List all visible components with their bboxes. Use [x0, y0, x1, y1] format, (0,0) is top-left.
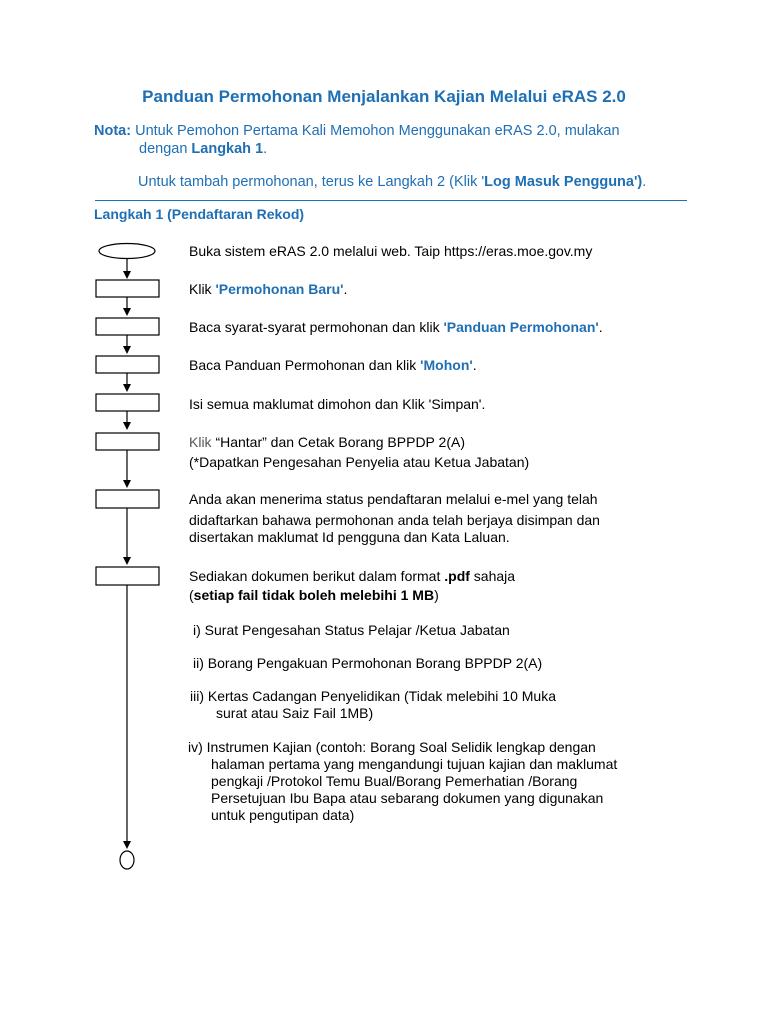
- step-box-7: [96, 567, 159, 585]
- step-5-text: Isi semua maklumat dimohon dan Klik 'Simpan'.: [189, 396, 486, 412]
- section-heading: Langkah 1 (Pendaftaran Rekod): [94, 206, 305, 222]
- step-3-suffix: .: [598, 319, 603, 335]
- step-8-line-2: [189, 586, 439, 604]
- nota-text-2: dengan: [139, 141, 192, 157]
- nota-period: .: [263, 141, 268, 157]
- step-4-text: [189, 356, 477, 374]
- nota-text-1: Untuk Pemohon Pertama Kali Memohon Menggunakan eRAS 2.0, mulakan: [135, 123, 620, 139]
- start-terminal: [99, 244, 155, 259]
- paren-close: ): [434, 587, 439, 603]
- step-8-line-1: [189, 567, 515, 585]
- doc-item-iv-line-5: untuk pengutipan data): [211, 807, 355, 823]
- step-8-suffix: sahaja: [469, 568, 516, 584]
- page-title: Panduan Permohonan Menjalankan Kajian Melalui eRAS 2.0: [142, 87, 626, 106]
- panduan-permohonan-label: 'Panduan Permohonan': [443, 319, 599, 335]
- step-2-text: [189, 280, 347, 298]
- nota-text-3: Untuk tambah permohonan, terus ke Langkah 2 (Klik ': [138, 174, 485, 190]
- step-8-prefix: Sediakan dokumen berikut dalam format: [189, 568, 445, 584]
- doc-item-i: i) Surat Pengesahan Status Pelajar /Ketua Jabatan: [193, 622, 510, 638]
- step-3-text: [189, 318, 603, 336]
- pdf-format-label: .pdf: [444, 568, 470, 584]
- doc-item-ii: ii) Borang Pengakuan Permohonan Borang BPPDP 2(A): [193, 655, 543, 671]
- step-6-rest: “Hantar” dan Cetak Borang BPPDP 2(A): [211, 434, 465, 450]
- doc-item-iii-line-1: iii) Kertas Cadangan Penyelidikan (Tidak melebihi 10 Muka: [190, 688, 557, 704]
- doc-item-iii-line-2: surat atau Saiz Fail 1MB): [216, 705, 374, 721]
- permohonan-baru-label: 'Permohonan Baru': [215, 281, 344, 297]
- end-connector: [120, 851, 134, 869]
- doc-item-iv-line-2: halaman pertama yang mengandungi tujuan kajian dan maklumat: [211, 756, 618, 772]
- step-box-1: [96, 280, 159, 297]
- step-box-5: [96, 433, 159, 450]
- step-4-suffix: .: [472, 357, 477, 373]
- step-2-prefix: Klik: [189, 281, 216, 297]
- step-7-line-1: Anda akan menerima status pendaftaran melalui e-mel yang telah: [189, 491, 598, 507]
- file-size-limit: setiap fail tidak boleh melebihi 1 MB: [193, 587, 435, 603]
- step-6-klik: Klik: [189, 434, 212, 450]
- step-box-4: [96, 394, 159, 411]
- step-4-prefix: Baca Panduan Permohonan dan klik: [189, 357, 421, 373]
- step-6-line-1: [189, 433, 465, 451]
- paren-open: (: [189, 587, 194, 603]
- step-1-text: Buka sistem eRAS 2.0 melalui web. Taip https://eras.moe.gov.my: [189, 243, 593, 259]
- step-2-suffix: .: [343, 281, 348, 297]
- nota-period-2: .: [642, 174, 647, 190]
- doc-item-iv-line-3: pengkaji /Protokol Temu Bual/Borang Pemerhatian /Borang: [211, 773, 578, 789]
- doc-item-iv-line-1: iv) Instrumen Kajian (contoh: Borang Soal Selidik lengkap dengan: [188, 739, 596, 755]
- nota-langkah-1: Langkah 1: [191, 141, 264, 157]
- step-3-prefix: Baca syarat-syarat permohonan dan klik: [189, 319, 444, 335]
- doc-item-iv-line-4: Persetujuan Ibu Bapa atau sebarang dokumen yang digunakan: [211, 790, 604, 806]
- step-box-3: [96, 356, 159, 373]
- step-6-line-2: (*Dapatkan Pengesahan Penyelia atau Ketua Jabatan): [189, 454, 530, 470]
- step-box-6: [96, 490, 159, 508]
- mohon-label: 'Mohon': [420, 357, 473, 373]
- nota-log-masuk: Log Masuk Pengguna'): [484, 174, 643, 190]
- nota-label: Nota:: [94, 123, 132, 139]
- step-box-2: [96, 318, 159, 335]
- step-7-line-3: disertakan maklumat Id pengguna dan Kata Laluan.: [189, 529, 510, 545]
- step-7-line-2: didaftarkan bahawa permohonan anda telah berjaya disimpan dan: [189, 512, 600, 528]
